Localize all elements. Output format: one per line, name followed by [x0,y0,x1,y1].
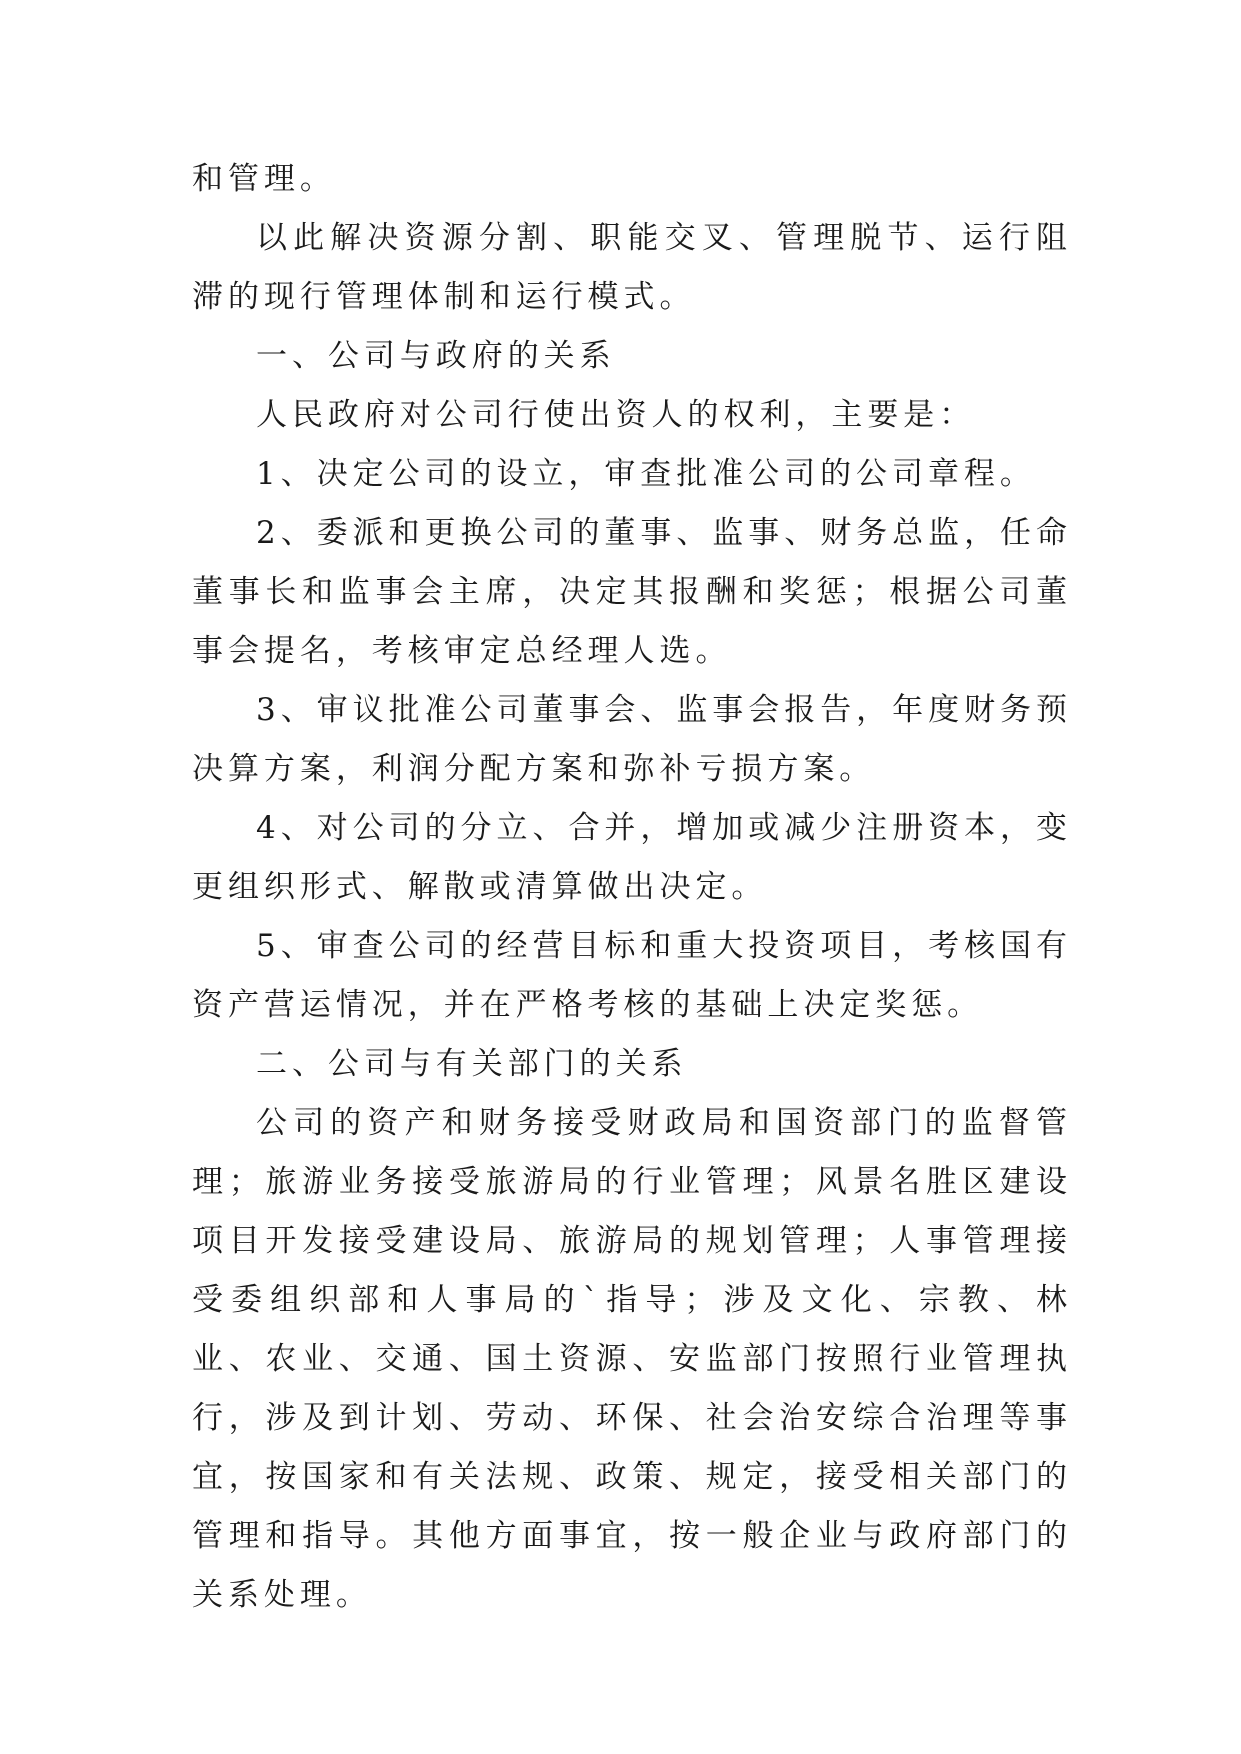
section-heading-1: 一、公司与政府的关系 [256,338,616,374]
section-heading-2: 二、公司与有关部门的关系 [256,1046,688,1082]
paragraph-1: 以此解决资源分割、职能交叉、管理脱节、运行阻滞的现行管理体制和运行模式。 [192,220,1072,315]
list-item-1: 1、决定公司的设立，审查批准公司的公司章程。 [256,456,1036,492]
paragraph-0: 和管理。 [192,161,336,197]
list-item-5: 5、审查公司的经营目标和重大投资项目，考核国有资产营运情况，并在严格考核的基础上决定奖惩。 [192,928,1072,1023]
paragraph-3: 人民政府对公司行使出资人的权利，主要是： [256,397,976,433]
list-item-4: 4、对公司的分立、合并，增加或减少注册资本，变更组织形式、解散或清算做出决定。 [192,810,1072,905]
list-item-3: 3、审议批准公司董事会、监事会报告，年度财务预决算方案，利润分配方案和弥补亏损方案。 [192,692,1072,787]
list-item-2: 2、委派和更换公司的董事、监事、财务总监，任命董事长和监事会主席，决定其报酬和奖惩；根据公司董事会提名，考核审定总经理人选。 [192,515,1072,669]
paragraph-10: 公司的资产和财务接受财政局和国资部门的监督管理；旅游业务接受旅游局的行业管理；风景名胜区建设项目开发接受建设局、旅游局的规划管理；人事管理接受委组织部和人事局的`指导；涉及文化、宗教、林业、农业、交通、国土资源、安监部门按照行业管理执行，涉及到计划、劳动、环保、社会治安综合治理等事宜，按国家和有关法规、政策、规定，接受相关部门的管理和指导。其他方面事宜，按一般企业与政府部门的关系处理。 [192,1105,1072,1613]
document-page [192,150,1072,1625]
